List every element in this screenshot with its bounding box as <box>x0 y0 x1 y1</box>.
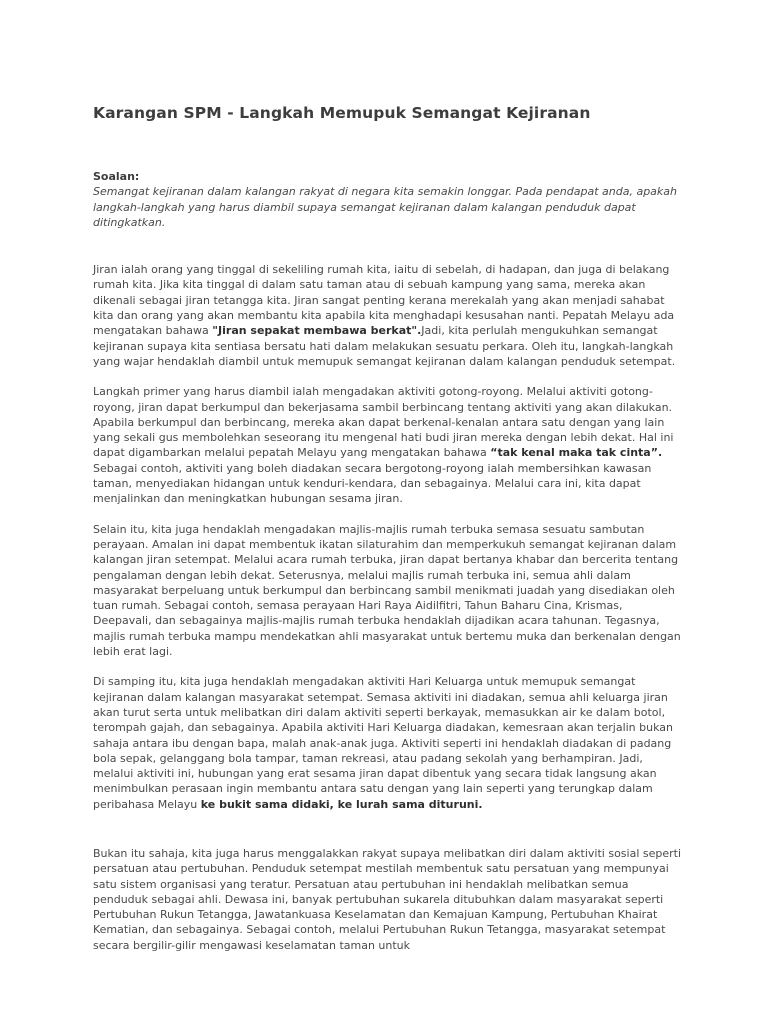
paragraph-hari-keluarga <box>93 674 683 812</box>
question-block <box>93 169 683 230</box>
paragraph-text: Langkah primer yang harus diambil ialah mengadakan aktiviti gotong-royong. Melalui aktiviti gotong-royong, jiran dapat berkumpul dan bekerjasama sambil berbincang tentang aktiviti yang akan dilakukan. Apabila berkumpul dan berbincang, mereka akan dapat berkenal-kenalan antara satu dengan yang lain yang sekali gus membolehkan seseorang itu mengenal hati budi jiran mereka dengan lebih dekat. Hal ini dapat digambarkan melalui pepatah Melayu yang mengatakan bahawa <box>93 385 674 460</box>
paragraph-text: Jadi, kita perlulah mengukuhkan semangat kejiranan supaya kita sentiasa bersatu hati dalam melakukan sesuatu perkara. Oleh itu, langkah-langkah yang wajar hendaklah diambil untuk memupuk semangat kejiranan dalam kalangan penduduk setempat. <box>93 324 676 368</box>
proverb-quote: ke bukit sama didaki, ke lurah sama dituruni. <box>200 797 483 811</box>
proverb-quote: “tak kenal maka tak cinta”. <box>490 446 663 460</box>
question-text: Semangat kejiranan dalam kalangan rakyat di negara kita semakin longgar. Pada pendapat anda, apakah langkah-langkah yang harus diambil supaya semangat kejiranan dalam kalangan penduduk dapat ditingkatkan. <box>93 185 677 229</box>
paragraph-text: Di samping itu, kita juga hendaklah mengadakan aktiviti Hari Keluarga untuk memupuk semangat kejiranan dalam kalangan masyarakat setempat. Semasa aktiviti ini diadakan, semua ahli keluarga jiran akan turut serta untuk melibatkan diri dalam aktiviti seperti berkayak, memasukkan air ke dalam botol, terompah gajah, dan sebagainya. Apabila aktiviti Hari Keluarga diadakan, kemesraan akan terjalin bukan sahaja antara ibu dengan bapa, malah anak-anak juga. Aktiviti seperti ini hendaklah diadakan di padang bola sepak, gelanggang bola tampar, taman rekreasi, atau padang sekolah yang berhampiran. Jadi, melalui aktiviti ini, hubungan yang erat sesama jiran dapat dibentuk yang secara tidak langsung akan menimbulkan perasaan ingin membantu antara satu dengan yang lain seperti yang terungkap dalam peribahasa Melayu <box>93 675 673 811</box>
paragraph-text: Jiran ialah orang yang tinggal di sekeliling rumah kita, iaitu di sebelah, di hadapan, dan juga di belakang rumah kita. Jika kita tinggal di dalam satu taman atau di sebuah kampung yang sama, mereka akan dikenali sebagai jiran tetangga kita. Jiran sangat penting kerana merekalah yang akan menjadi sahabat kita dan orang yang akan membantu kita apabila kita menghadapi kesusahan nanti. Pepatah Melayu ada mengatakan bahawa <box>93 263 675 338</box>
paragraph-text: Selain itu, kita juga hendaklah mengadakan majlis-majlis rumah terbuka semasa sesuatu sambutan perayaan. Amalan ini dapat membentuk ikatan silaturahim dan memperkukuh semangat kejiranan dalam kalangan jiran setempat. Melalui acara rumah terbuka, jiran dapat bertanya khabar dan bercerita tentang pengalaman dengan lebih dekat. Seterusnya, melalui majlis rumah terbuka ini, semua ahli dalam masyarakat berpeluang untuk berkumpul dan berbincang sambil menikmati juadah yang disediakan oleh tuan rumah. Sebagai contoh, semasa perayaan Hari Raya Aidilfitri, Tahun Baharu Cina, Krismas, Deepavali, dan sebagainya majlis-majlis rumah terbuka hendaklah dijadikan acara tahunan. Tegasnya, majlis rumah terbuka mampu mendekatkan ahli masyarakat untuk bertemu muka dan berkenalan dengan lebih erat lagi. <box>93 522 681 659</box>
question-label: Soalan: <box>93 170 140 183</box>
paragraph-persatuan <box>93 846 683 953</box>
paragraph-rumah-terbuka <box>93 522 683 660</box>
paragraph-introduction <box>93 262 683 369</box>
document-page <box>93 104 683 968</box>
paragraph-gotong-royong <box>93 384 683 506</box>
proverb-quote: "Jiran sepakat membawa berkat". <box>212 324 422 338</box>
document-title: Karangan SPM - Langkah Memupuk Semangat Kejiranan <box>93 104 591 122</box>
paragraph-text: Bukan itu sahaja, kita juga harus menggalakkan rakyat supaya melibatkan diri dalam aktiviti sosial seperti persatuan atau pertubuhan. Penduduk setempat mestilah membentuk satu persatuan yang mempunyai satu sistem organisasi yang teratur. Persatuan atau pertubuhan ini hendaklah melibatkan semua penduduk sebagai ahli. Dewasa ini, banyak pertubuhan sukarela ditubuhkan dalam masyarakat seperti Pertubuhan Rukun Tetangga, Jawatankuasa Keselamatan dan Kemajuan Kampung, Pertubuhan Khairat Kematian, dan sebagainya. Sebagai contoh, melalui Pertubuhan Rukun Tetangga, masyarakat setempat secara bergilir-gilir mengawasi keselamatan taman untuk <box>93 846 682 952</box>
paragraph-text: Sebagai contoh, aktiviti yang boleh diadakan secara bergotong-royong ialah membersihkan kawasan taman, menyediakan hidangan untuk kenduri-kendara, dan sebagainya. Melalui cara ini, kita dapat menjalinkan dan meningkatkan hubungan sesama jiran. <box>93 461 652 506</box>
